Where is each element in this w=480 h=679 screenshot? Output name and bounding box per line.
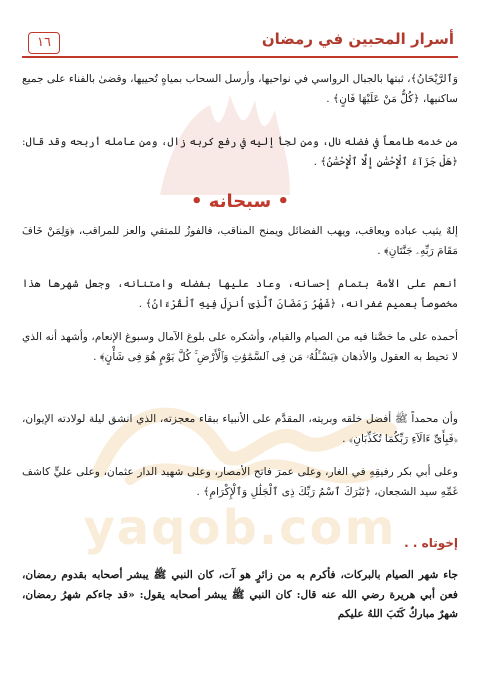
- paragraph-4: أنعم على الأمة بتمام إحسانه، وعاد عليها بفضله وامتنانه، وجعل شهرها هذا مخصوصاً بعميم غفرانه، ﴿شَهْرُ رَمَضَانَ ٱلَّذِىٓ أُنزِلَ فِيهِ ٱلْقُرْءَانُ﴾ .: [22, 278, 458, 310]
- paragraph-8: جاء شهر الصيام بالبركات، فأكرم به من زائرٍ هو آت، كان النبي ﷺ يبشر أصحابه بقدوم رمضان، فعن أبي هريرة رضي الله عنه قال: كان النبي ﷺ يبشر أصحابه يقول: «قد جاءكم شهرُ رمضان، شهرٌ مباركٌ كَتَبَ اللهُ عليكم: [22, 569, 458, 620]
- paragraph-7: وعلى أبي بكر رفيقِهِ في الغار، وعلى عمرَ فاتح الأمصار، وعلى شهيد الدار عثمان، وعلى عليٍّ كاشف غَمِّهِ سيد الشجعان، ﴿تَبَٰرَكَ ٱسْمُ رَبِّكَ ذِى ٱلْجَلَٰلِ وَٱلْإِكْرَامِ﴾ .: [22, 466, 458, 498]
- header-divider: [22, 56, 458, 58]
- section-title: • سبحانه •: [191, 191, 289, 212]
- book-title: أسرار المحبين في رمضان: [261, 30, 454, 48]
- paragraph-6: وأن محمداً ﷺ أفضل خلقه وبريته، المقدَّم على الأنبياء ببقاء معجزته، الذي انشق ليلة لولادته الإيوان، ﴿فَبِأَىِّ ءَالَآءِ رَبِّكُمَا تُكَذِّبَانِ﴾ .: [22, 413, 458, 445]
- paragraph-5: أحمده على ما خصَّنا فيه من الصيام والقيام، وأشكره على بلوغ الآمال وسبوغ الإنعام، وأشهد أنه الذي لا تحيط به العقول والأذهان ﴿يَسْـَٔلُهُۥ مَن فِى ٱلسَّمَٰوَٰتِ وَٱلْأَرْضِ ۚ كُلَّ يَوْمٍ هُوَ فِى شَأْنٍ﴾ .: [22, 331, 458, 363]
- paragraph-3: إلهٌ يثيب عباده ويعاقب، ويهب الفضائل ويمنح المناقب، فالفوزُ للمتقي والعز للمراقب، ﴿وَلِمَنْ خَافَ مَقَامَ رَبِّهِۦ جَنَّتَانِ﴾ .: [22, 225, 458, 257]
- watermark-text: yaqob.com: [83, 500, 397, 556]
- paragraph-2: من خدمه طامعاً في فضله نال، ومن لجأ إليه في رفع كربه زال، ومن عامله أربحه وقد قال: ﴿هَلْ جَزَآءُ ٱلْإِحْسَٰنِ إِلَّا ٱلْإِحْسَٰنُ﴾ .: [22, 136, 458, 168]
- subheading: إخوتاه . .: [404, 536, 458, 550]
- page-header: [22, 30, 458, 60]
- page-number: ١٦: [28, 32, 60, 54]
- paragraph-1: وَٱلرَّيْحَانُ﴾، ثبتها بالجبال الرواسي في نواحيها، وأرسل السحاب بمياهٍ تُحييها، وقضىٰ بالفناء على جميع ساكنيها، ﴿كُلُّ مَنْ عَلَيْهَا فَانٍ﴾ .: [22, 73, 458, 105]
